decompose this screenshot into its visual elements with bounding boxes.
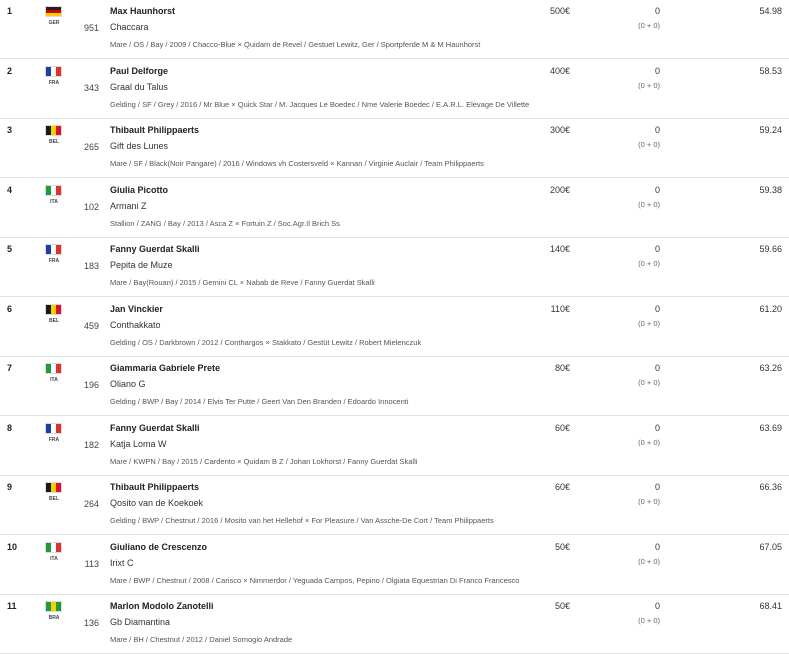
prize-money: 60€ <box>554 482 570 492</box>
bib-number: 196 <box>83 380 99 390</box>
faults-breakdown: (0 + 0) <box>638 199 660 209</box>
bib-number: 183 <box>83 261 99 271</box>
faults-breakdown: (0 + 0) <box>638 80 660 90</box>
rider-name[interactable]: Marlon Modolo Zanotelli <box>110 601 214 611</box>
faults-breakdown: (0 + 0) <box>638 556 660 566</box>
prize-money: 80€ <box>554 363 570 373</box>
time: 54.98 <box>759 6 782 16</box>
time: 66.36 <box>759 482 782 492</box>
time: 58.53 <box>759 65 782 76</box>
rank: 11 <box>7 601 17 611</box>
horse-name[interactable]: Conthakkato <box>110 319 161 330</box>
rank: 10 <box>7 541 18 552</box>
result-row[interactable] <box>0 179 789 238</box>
faults: 0 <box>654 422 660 433</box>
horse-details: Gelding / OS / Darkbrown / 2012 / Conthargos × Stakkato / Gestüt Lewitz / Robert Mielenczuk <box>110 337 422 347</box>
rider-name[interactable]: Giammaria Gabriele Prete <box>110 363 221 373</box>
country-code: GER <box>48 20 60 26</box>
horse-details: Mare / BWP / Chestnut / 2008 / Carisco × Nimmerdor / Yeguada Campos, Pepino / Olgiata Equestrian Di Franco Francesco <box>110 575 520 585</box>
faults: 0 <box>654 244 660 254</box>
time: 59.38 <box>759 184 782 195</box>
faults: 0 <box>654 541 660 552</box>
horse-details: Mare / KWPN / Bay / 2015 / Cardento × Quidam B Z / Johan Lokhorst / Fanny Guerdat Skalli <box>110 456 418 466</box>
faults: 0 <box>654 184 660 195</box>
result-row[interactable] <box>0 417 789 476</box>
faults-breakdown: (0 + 0) <box>638 437 660 447</box>
faults-breakdown: (0 + 0) <box>638 259 660 268</box>
country-code: FRA <box>48 258 60 264</box>
prize-money: 400€ <box>549 65 570 76</box>
faults-breakdown: (0 + 0) <box>638 318 660 328</box>
horse-details: Mare / SF / Black(Noir Pangare) / 2016 / Windows vh Costersveld × Kannan / Virginie Auclair / Team Philippaerts <box>110 159 484 168</box>
faults: 0 <box>654 482 660 492</box>
country-flag-icon <box>45 482 62 493</box>
result-row[interactable] <box>0 357 789 416</box>
result-row[interactable] <box>0 595 789 654</box>
prize-money: 300€ <box>549 125 570 135</box>
faults: 0 <box>654 65 660 76</box>
bib-number: 951 <box>83 23 99 33</box>
result-row[interactable] <box>0 476 789 535</box>
country-flag-icon <box>45 601 62 612</box>
rank: 1 <box>7 6 13 16</box>
time: 63.69 <box>759 422 782 433</box>
rank: 7 <box>7 363 13 373</box>
country-code: BEL <box>49 317 59 324</box>
result-row[interactable] <box>0 119 789 178</box>
country-code: BEL <box>49 139 59 145</box>
country-flag-icon <box>45 185 62 196</box>
faults: 0 <box>654 601 660 611</box>
faults-breakdown: (0 + 0) <box>638 616 660 625</box>
prize-money: 60€ <box>554 422 570 433</box>
horse-name[interactable]: Katja Loma W <box>110 438 167 449</box>
prize-money: 110€ <box>550 303 570 314</box>
prize-money: 140€ <box>549 244 570 254</box>
rank: 4 <box>7 184 13 195</box>
rider-name[interactable]: Max Haunhorst <box>110 6 176 16</box>
horse-details: Gelding / BWP / Bay / 2014 / Elvis Ter Putte / Geert Van Den Branden / Edoardo Innocenti <box>110 397 409 406</box>
rider-name[interactable]: Jan Vinckier <box>110 303 163 314</box>
faults: 0 <box>654 303 660 314</box>
horse-details: Mare / BH / Chestnut / 2012 / Daniel Somogio Andrade <box>110 635 293 644</box>
time: 63.26 <box>759 363 782 373</box>
bib-number: 136 <box>83 618 99 628</box>
result-row[interactable] <box>0 536 789 595</box>
faults: 0 <box>654 363 660 373</box>
bib-number: 113 <box>84 558 99 569</box>
faults: 0 <box>654 6 660 16</box>
horse-details: Gelding / BWP / Chestnut / 2016 / Mosito van het Hellehof × For Pleasure / Van Assche-De Cort / Team Philippaerts <box>110 516 494 525</box>
faults-breakdown: (0 + 0) <box>638 497 660 506</box>
result-row[interactable] <box>0 60 789 119</box>
horse-name[interactable]: Qosito van de Koekoek <box>110 498 204 508</box>
prize-money: 200€ <box>549 184 570 195</box>
time: 68.41 <box>759 601 782 611</box>
bib-number: 459 <box>83 320 99 331</box>
rider-name[interactable]: Giulia Picotto <box>110 184 169 195</box>
horse-details: Mare / OS / Bay / 2009 / Chacco-Blue × Quidam de Revel / Gestuet Lewitz, Ger / Sportpferde M & M Haunhorst <box>110 40 481 49</box>
horse-details: Gelding / SF / Grey / 2016 / Mr Blue × Quick Star / M. Jacques Le Boedec / Nme Valerie Boedec / E.A.R.L. Elevage De Villette <box>110 99 530 109</box>
rider-name[interactable]: Fanny Guerdat Skalli <box>110 422 200 433</box>
country-flag-icon <box>45 244 62 255</box>
rank: 9 <box>7 482 13 492</box>
country-code: ITA <box>50 555 58 562</box>
prize-money: 50€ <box>554 601 570 611</box>
result-row[interactable] <box>0 238 789 297</box>
faults: 0 <box>654 125 660 135</box>
rank: 5 <box>7 244 13 254</box>
horse-details: Stallion / ZANG / Bay / 2013 / Asca Z × Fortuin Z / Soc.Agr.Il Brich Ss <box>110 218 340 228</box>
faults-breakdown: (0 + 0) <box>638 21 660 30</box>
country-flag-icon <box>45 423 62 434</box>
rider-name[interactable]: Thibault Philippaerts <box>110 125 200 135</box>
rider-name[interactable]: Giuliano de Crescenzo <box>110 541 208 552</box>
country-code: BEL <box>49 496 59 502</box>
bib-number: 264 <box>83 499 99 509</box>
country-code: ITA <box>50 198 58 205</box>
horse-name[interactable]: Gift des Lunes <box>110 141 169 151</box>
country-flag-icon <box>45 304 62 315</box>
prize-money: 500€ <box>549 6 570 16</box>
rank: 3 <box>7 125 13 135</box>
rank: 8 <box>7 422 13 433</box>
faults-breakdown: (0 + 0) <box>638 378 660 387</box>
faults-breakdown: (0 + 0) <box>638 140 660 149</box>
bib-number: 265 <box>83 142 99 152</box>
result-row[interactable] <box>0 0 789 59</box>
horse-name[interactable]: Gb Diamantina <box>110 617 171 627</box>
country-flag-icon <box>45 363 62 374</box>
time: 61.20 <box>759 303 782 314</box>
horse-name[interactable]: Armani Z <box>110 200 147 211</box>
result-row[interactable] <box>0 298 789 357</box>
horse-name[interactable]: Irixt C <box>110 557 134 568</box>
time: 59.66 <box>759 244 782 254</box>
rider-name[interactable]: Paul Delforge <box>110 65 169 76</box>
country-flag-icon <box>45 542 62 553</box>
country-code: BRA <box>48 615 60 621</box>
country-code: FRA <box>48 79 60 86</box>
country-code: FRA <box>48 436 60 443</box>
horse-name[interactable]: Pepita de Muze <box>110 260 173 270</box>
country-flag-icon <box>45 6 62 17</box>
horse-name[interactable]: Graal du Talus <box>110 81 168 92</box>
country-code: ITA <box>50 377 58 383</box>
rider-name[interactable]: Fanny Guerdat Skalli <box>110 244 200 254</box>
bib-number: 182 <box>83 439 99 450</box>
horse-name[interactable]: Chaccara <box>110 22 149 32</box>
rank: 2 <box>7 65 13 76</box>
horse-details: Mare / Bay(Rouan) / 2015 / Gemini CL × Nabab de Reve / Fanny Guerdat Skalli <box>110 278 375 287</box>
prize-money: 50€ <box>554 541 570 552</box>
horse-name[interactable]: Oliano G <box>110 379 146 389</box>
country-flag-icon <box>45 66 62 77</box>
rank: 6 <box>7 303 13 314</box>
bib-number: 102 <box>83 201 99 212</box>
rider-name[interactable]: Thibault Philippaerts <box>110 482 200 492</box>
country-flag-icon <box>45 125 62 136</box>
time: 67.05 <box>759 541 782 552</box>
bib-number: 343 <box>83 82 99 93</box>
time: 59.24 <box>759 125 782 135</box>
